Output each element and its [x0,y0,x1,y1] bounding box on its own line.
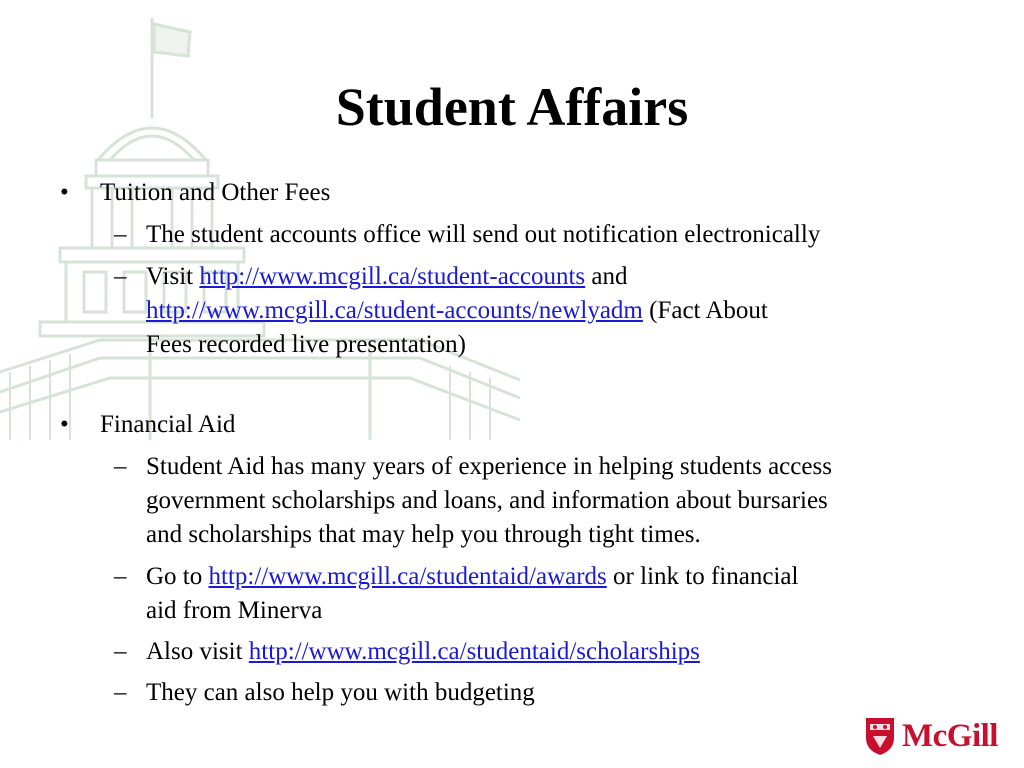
subitem-prefix: Go to [146,563,209,590]
subitem-line3: Fees recorded live presentation) [146,331,467,358]
bullet-text: Tuition and Other Fees [100,179,331,206]
subitem-middle: and [585,263,628,290]
student-accounts-link[interactable]: http://www.mcgill.ca/student-accounts [199,263,586,290]
subitem-text: They can also help you with budgeting [146,679,535,706]
slide-title: Student Affairs [335,77,689,137]
dash-marker: – [114,679,127,706]
bullet-text: Financial Aid [100,411,236,438]
bullet-financial-aid [60,408,980,442]
mcgill-wordmark: McGill [902,718,998,754]
subitem-text: The student accounts office will send out notification electronically [146,221,821,248]
student-accounts-newlyadm-link[interactable]: http://www.mcgill.ca/student-accounts/newlyadm [146,297,643,324]
studentaid-awards-link[interactable]: http://www.mcgill.ca/studentaid/awards [208,563,607,590]
subitem-student-aid [114,450,986,552]
dash-marker: – [114,221,127,248]
studentaid-scholarships-link[interactable]: http://www.mcgill.ca/studentaid/scholarships [248,638,700,665]
dash-marker: – [114,638,127,665]
bullet-tuition-fees [60,176,980,210]
subitem-visit-accounts [114,260,986,362]
dash-marker: – [114,453,127,480]
subitem-prefix: Visit [146,263,200,290]
subitem-line3: and scholarships that may help you through tight times. [146,521,701,548]
subitem-notification [114,218,986,252]
subitem-line2: government scholarships and loans, and information about bursaries [146,487,828,514]
bullet-marker: • [60,411,69,438]
bullet-marker: • [60,179,69,206]
subitem-line2: aid from Minerva [146,597,323,624]
subitem-budgeting [114,676,986,710]
subitem-suffix: (Fact About [642,297,768,324]
subitem-line1: Student Aid has many years of experience in helping students access [146,453,832,480]
mcgill-shield-icon [864,716,896,756]
subitem-awards [114,560,986,628]
mcgill-logo [864,714,1009,758]
subitem-suffix: or link to financial [606,563,799,590]
subitem-scholarships [114,635,986,669]
dash-marker: – [114,263,127,290]
dash-marker: – [114,563,127,590]
subitem-prefix: Also visit [146,638,249,665]
